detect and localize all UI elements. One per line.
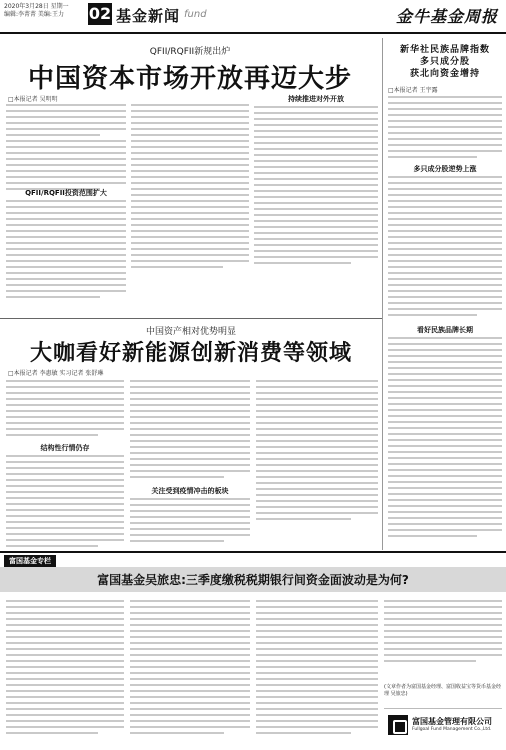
closing-note: (文章作者为富国基金经理、富国收益宝等货币基金经理 吴旅忠) [384,684,501,697]
right-subhead-2: 看好民族品牌长期 [417,326,473,334]
right-headline-line-3: 获北向资金增持 [409,69,480,79]
issue-date: 2020年3月28日 星期一 [4,3,69,10]
top-col-subhead: 持续推进对外开放 [288,95,344,103]
top-col-1 [6,104,126,194]
column-tag: 富国基金专栏 [4,555,56,567]
column-divider [382,38,383,550]
section-divider-bottom [0,551,506,553]
bottom-col-1 [6,600,124,738]
fullgoal-logo [384,708,502,744]
middle-col-1 [6,380,124,440]
fullgoal-logo-mark-icon [388,715,408,735]
top-kicker: QFII/RQFII新规出炉 [149,47,231,57]
logo-name-en: Fullgoal Fund Management Co.,Ltd. [412,727,492,732]
top-col-3 [254,106,378,268]
top-subhead: QFII/RQFII投资范围扩大 [25,189,107,197]
right-headline-line-2: 多只成分股 [419,57,470,67]
right-col-a [388,96,502,162]
logo-name-cn: 富国基金管理有限公司 [412,717,492,726]
masthead [0,0,506,34]
right-subhead-1: 多只成分股逆势上涨 [413,165,477,173]
middle-col-3 [256,380,378,524]
section-title: 基金新闻 [116,7,181,25]
middle-kicker: 中国资产相对优势明显 [145,327,236,337]
top-col-1b [6,200,126,302]
page-number: 02 [88,4,112,23]
section-divider-mid [0,318,382,319]
top-headline: 中国资本市场开放再迈大步 [27,64,352,94]
bottom-headline: 富国基金吴旅忠:三季度缴税税期银行间资金面波动是为何? [97,573,409,587]
top-byline: □本报记者 吴明明 [8,96,58,103]
top-col-2 [131,104,249,272]
bottom-col-4 [384,600,502,666]
middle-col-1b [6,455,124,551]
bottom-col-2 [130,600,250,738]
bottom-col-3 [256,600,378,738]
right-col-b [388,176,502,320]
section-en-label: fund [184,9,207,20]
right-headline-line-1: 新华社民族品牌指数 [399,45,490,55]
right-col-c [388,337,502,541]
middle-col-2 [130,380,250,482]
middle-subhead-2: 关注受到疫情冲击的板块 [151,487,229,495]
middle-subhead-1: 结构性行情仍存 [40,444,90,452]
paper-name: 金牛基金周报 [395,7,498,26]
editor-credit: 编辑:李菁菁 美编:王力 [4,11,64,18]
right-byline: □本报记者 王宇露 [388,87,438,94]
middle-col-2b [130,498,250,546]
middle-headline: 大咖看好新能源创新消费等领域 [29,341,352,366]
right-headline [384,44,506,80]
middle-byline: □本报记者 李惠敏 实习记者 张舒琳 [8,370,104,377]
